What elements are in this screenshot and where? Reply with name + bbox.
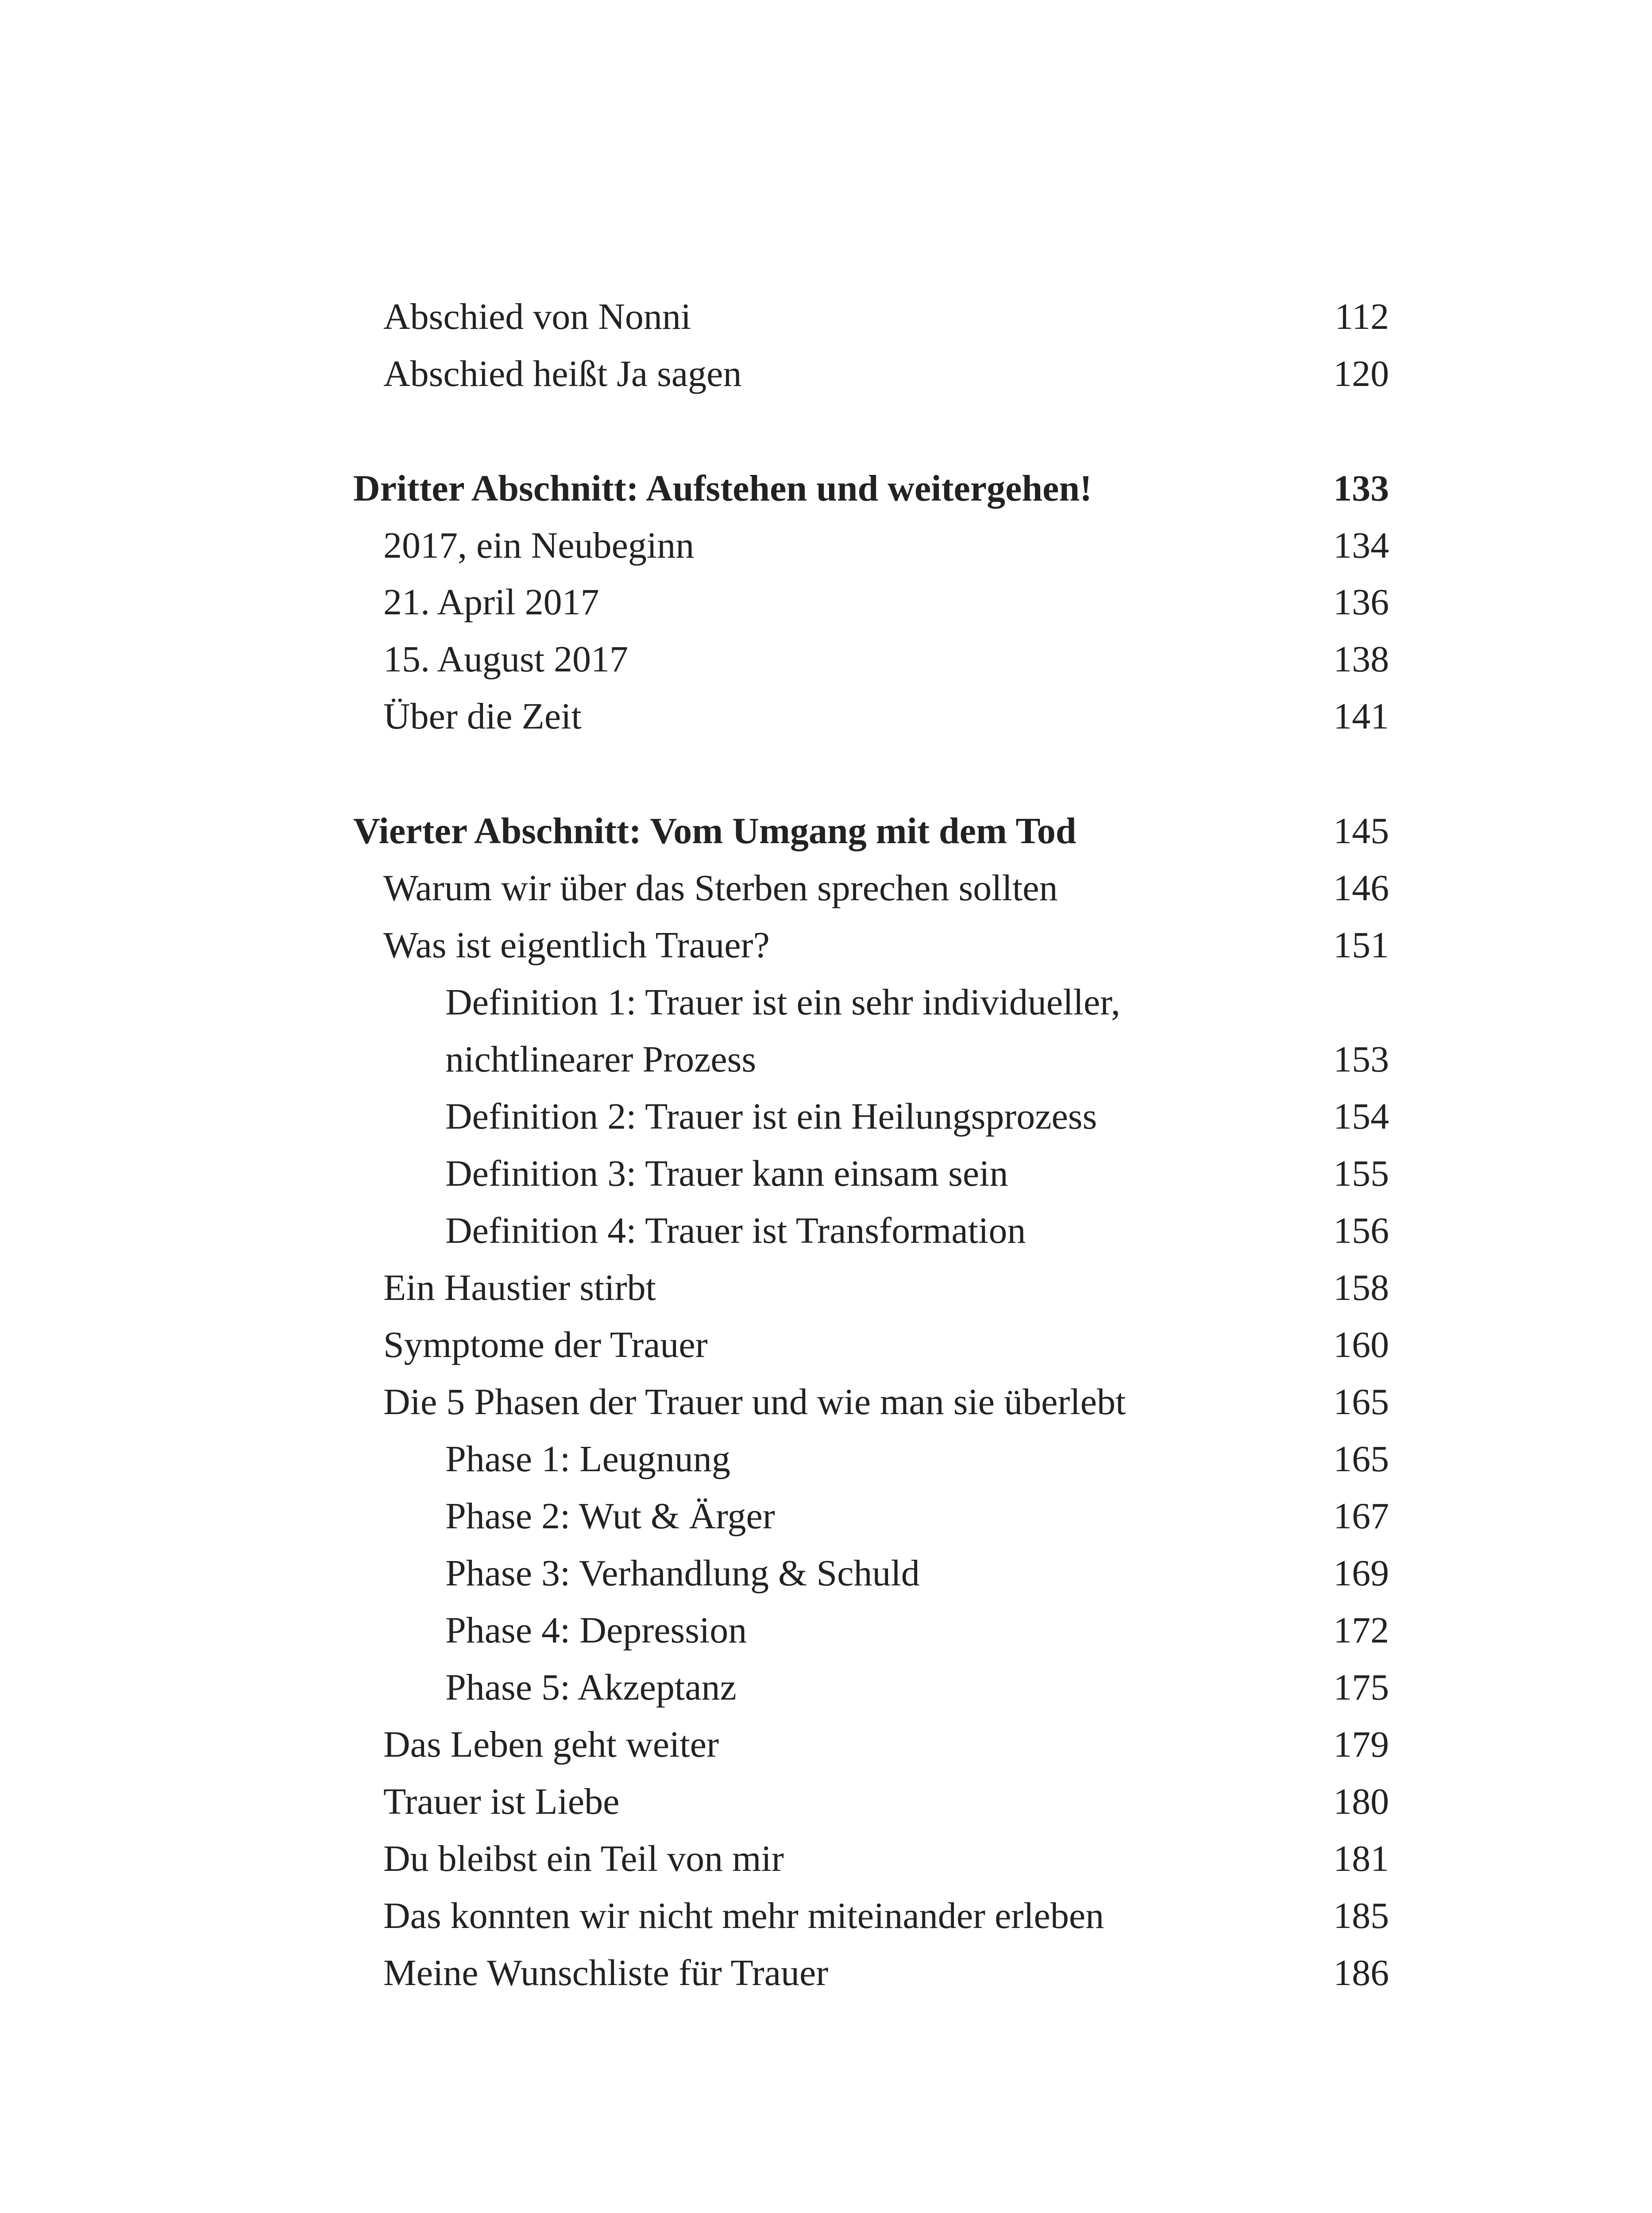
toc-entry-page: 151 <box>1333 925 1389 966</box>
toc-entry-page: 165 <box>1333 1381 1389 1423</box>
toc-subentry-title: Phase 3: Verhandlung & Schuld <box>445 1553 920 1594</box>
toc-entry-title: Trauer ist Liebe <box>383 1781 620 1822</box>
toc-entry-title: Meine Wunschliste für Trauer <box>383 1952 829 1993</box>
toc-entry <box>0 1261 1652 1315</box>
toc-subentry <box>0 1661 1652 1714</box>
toc-entry-page: 160 <box>1333 1324 1389 1365</box>
toc-subentry-title: Definition 4: Trauer ist Transformation <box>445 1210 1026 1251</box>
toc-entry-title: Abschied von Nonni <box>383 296 691 337</box>
toc-subentry-page: 169 <box>1333 1553 1389 1594</box>
toc-subentry <box>0 1204 1652 1257</box>
toc-entry-page: 136 <box>1333 582 1389 623</box>
toc-entry-title: Über die Zeit <box>383 696 582 737</box>
toc-subentry-page: 172 <box>1333 1610 1389 1651</box>
toc-entry-title: Ein Haustier stirbt <box>383 1267 656 1308</box>
toc-entry-title: 2017, ein Neubeginn <box>383 525 695 566</box>
toc-subentry-title: Phase 2: Wut & Ärger <box>445 1496 775 1537</box>
toc-entry-page: 138 <box>1333 639 1389 680</box>
toc-entry-title: Du bleibst ein Teil von mir <box>383 1838 784 1879</box>
toc-subentry <box>0 1490 1652 1543</box>
toc-entry <box>0 576 1652 629</box>
toc-entry-page: 158 <box>1333 1267 1389 1308</box>
toc-entry-page: 120 <box>1333 353 1389 394</box>
toc-entry-title: 21. April 2017 <box>383 582 599 623</box>
toc-entry <box>0 1718 1652 1771</box>
toc-entry <box>0 1376 1652 1429</box>
toc-entry-page: 146 <box>1333 867 1389 909</box>
toc-entry <box>0 690 1652 743</box>
toc-entry <box>0 1775 1652 1828</box>
toc-entry <box>0 1947 1652 2000</box>
toc-entry <box>0 347 1652 401</box>
toc-entry <box>0 919 1652 972</box>
toc-subentry <box>0 1033 1652 1086</box>
toc-section-title: Vierter Abschnitt: Vom Umgang mit dem Tod <box>353 810 1077 852</box>
toc-entry-title: 15. August 2017 <box>383 639 629 680</box>
toc-subentry-title: Phase 4: Depression <box>445 1610 747 1651</box>
toc-entry <box>0 290 1652 343</box>
toc-entry-title: Die 5 Phasen der Trauer und wie man sie überlebt <box>383 1381 1126 1423</box>
toc-entry-page: 179 <box>1333 1724 1389 1765</box>
toc-entry <box>0 1889 1652 1943</box>
toc-entry-page: 180 <box>1333 1781 1389 1822</box>
toc-entry <box>0 519 1652 572</box>
toc-subentry-title: Definition 2: Trauer ist ein Heilungsprozess <box>445 1096 1097 1137</box>
toc-subentry-page: 156 <box>1333 1210 1389 1251</box>
toc-section-heading <box>0 805 1652 858</box>
toc-section-page: 145 <box>1333 810 1389 852</box>
toc-entry <box>0 633 1652 686</box>
toc-subentry-page: 154 <box>1333 1096 1389 1137</box>
toc-entry-page: 134 <box>1333 525 1389 566</box>
toc-subentry <box>0 1604 1652 1657</box>
toc-subentry-page: 165 <box>1333 1438 1389 1480</box>
toc-entry-title: Das Leben geht weiter <box>383 1724 719 1765</box>
toc-subentry <box>0 1147 1652 1200</box>
toc-section-title: Dritter Abschnitt: Aufstehen und weitergehen! <box>353 468 1092 509</box>
toc-subentry <box>0 1547 1652 1600</box>
toc-entry <box>0 862 1652 915</box>
toc-entry-title: Warum wir über das Sterben sprechen sollten <box>383 867 1058 909</box>
toc-entry-title: Was ist eigentlich Trauer? <box>383 925 770 966</box>
toc-subentry-title: nichtlinearer Prozess <box>445 1039 757 1080</box>
toc-subentry-page: 175 <box>1333 1667 1389 1708</box>
toc-entry <box>0 1832 1652 1885</box>
toc-section-page: 133 <box>1333 468 1389 509</box>
toc-entry-page: 181 <box>1333 1838 1389 1879</box>
toc-entry-title: Symptome der Trauer <box>383 1324 708 1365</box>
toc-entry <box>0 1319 1652 1372</box>
toc-subentry <box>0 1433 1652 1486</box>
toc-entry-page: 186 <box>1333 1952 1389 1993</box>
toc-subentry-page: 167 <box>1333 1496 1389 1537</box>
toc-subentry-page: 155 <box>1333 1153 1389 1194</box>
toc-entry-page: 112 <box>1335 296 1389 337</box>
toc-subentry <box>0 976 1652 1029</box>
toc-subentry-page: 153 <box>1333 1039 1389 1080</box>
toc-subentry-title: Definition 1: Trauer ist ein sehr individueller, <box>445 982 1120 1023</box>
toc-subentry-title: Phase 1: Leugnung <box>445 1438 730 1480</box>
toc-subentry-title: Definition 3: Trauer kann einsam sein <box>445 1153 1008 1194</box>
toc-entry-title: Abschied heißt Ja sagen <box>383 353 742 394</box>
toc-entry-page: 185 <box>1333 1895 1389 1936</box>
toc-subentry <box>0 1090 1652 1143</box>
toc-entry-title: Das konnten wir nicht mehr miteinander erleben <box>383 1895 1104 1936</box>
toc-section-heading <box>0 462 1652 515</box>
toc-subentry-title: Phase 5: Akzeptanz <box>445 1667 737 1708</box>
toc-entry-page: 141 <box>1333 696 1389 737</box>
